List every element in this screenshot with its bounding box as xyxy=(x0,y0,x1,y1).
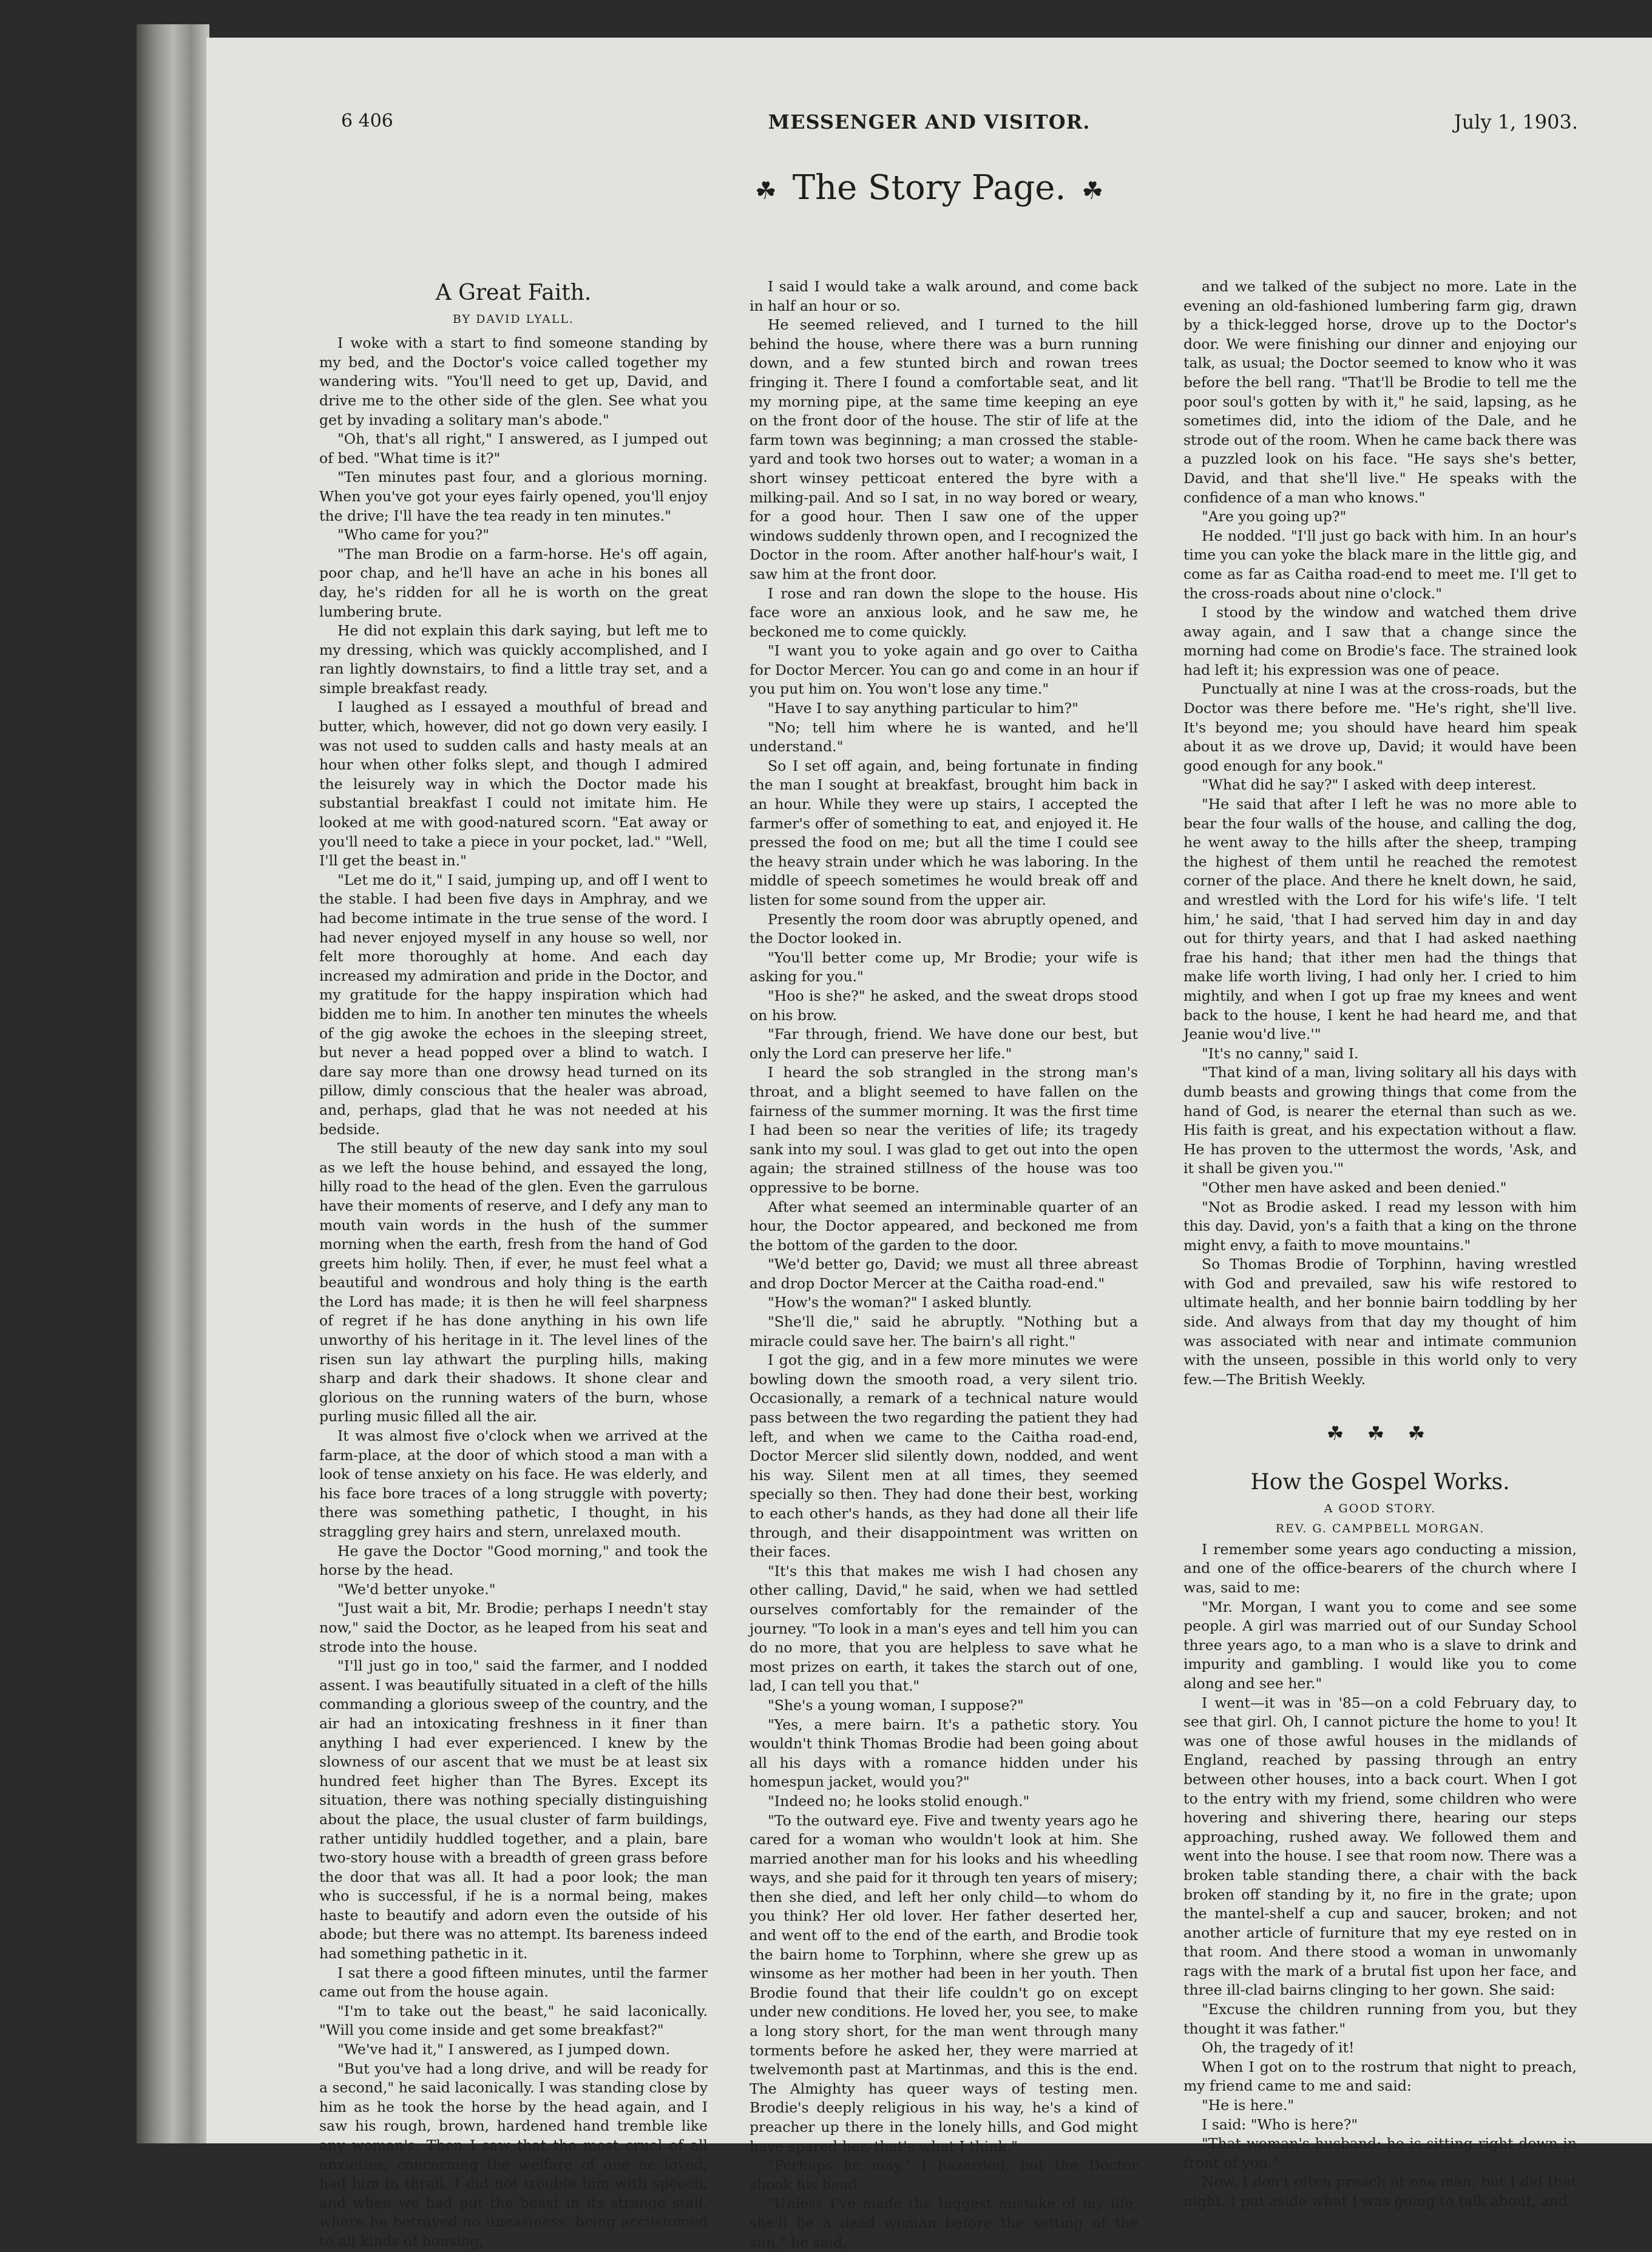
paragraph: "We've had it," I answered, as I jumped down. xyxy=(337,2041,670,2058)
paragraph: "Who came for you?" xyxy=(337,526,490,544)
paragraph: "Ten minutes past four, and a glorious morning. When you've got your eyes fairly opened, you'll enjoy the drive; I'll have the tea ready in ten minutes." xyxy=(319,468,708,524)
page-header xyxy=(206,110,1652,147)
paragraph: "To the outward eye. Five and twenty years ago he cared for a woman who wouldn't look at him. She married another man for his looks and his wheedling ways, and she paid for it through ten years of misery; then she died, and left her only child—to whom do you think? Her old lover. Her father deserted her, and went off to the end of the earth, and Brodie took the bairn home to Torphinn, where she grew up as winsome as her mother had been in her youth. Then Brodie found that their life couldn't go on except under new conditions. He loved her, you see, to make a long story short, for the man went through many torments before he asked her, they were married at twelvemonth past at Martinmas, and this is the end. The Almighty has queer ways of testing men. Brodie's deeply religious in his way, he's a kind of preacher up there in the lonely hills, and God might have spared her, that's what I think." xyxy=(750,1811,1138,2155)
article-byline-2: REV. G. CAMPBELL MORGAN. xyxy=(1275,1522,1485,1536)
paragraph: "Indeed no; he looks stolid enough." xyxy=(768,1792,1030,1810)
section-title: The Story Page. xyxy=(792,168,1066,208)
paper-name: MESSENGER AND VISITOR. xyxy=(768,110,1091,134)
paragraph: "Perhaps he may," I hazarded, but the Doctor shook his head. xyxy=(750,2157,1138,2193)
paragraph: "Just wait a bit, Mr. Brodie; perhaps I needn't stay now," said the Doctor, as he leaped from his seat and strode into the house. xyxy=(319,1600,708,1655)
paragraph: He seemed relieved, and I turned to the hill behind the house, where there was a burn running down, and a few stunted birch and rowan trees fringing it. There I found a comfortable seat, and lit my morning pipe, at the same time keeping an eye on the front door of the house. The stir of life at the farm town was beginning; a man crossed the stable-yard and took two horses out to water; a woman in a short winsey petticoat entered the byre with a milking-pail. And so I sat, in no way bored or weary, for a good hour. Then I saw one of the upper windows suddenly thrown open, and I recognized the Doctor in the room. After another half-hour's wait, I saw him at the front door. xyxy=(750,316,1138,583)
paragraph: "Unless I've made the biggest mistake of my life, she'll be a dead woman before the setting of the sun," he said, xyxy=(750,2195,1138,2251)
column-2 xyxy=(750,277,1138,2252)
paragraph: I went—it was in '85—on a cold February day, to see that girl. Oh, I cannot picture the home to you! It was one of those awful houses in the midlands of England, reached by passing through an entry between other houses, into a back court. When I got to the entry with my friend, some children who were hovering and shivering there, hearing our steps approaching, rushed away. We followed them and went into the house. I see that room now. There was a broken table standing there, a chair with the back broken off standing by it, no fire in the grate; upon the mantel-shelf a cup and saucer, broken; and not another article of furniture that my eye rested on in that room. And there stood a woman in unwomanly rags with the mark of a brutal fist upon her face, and three ill-clad bairns clinging to her gown. She said: xyxy=(1183,1694,1577,1999)
paragraph: "Excuse the children running from you, but they thought it was father." xyxy=(1183,2001,1577,2037)
article-body xyxy=(319,334,708,2251)
paragraph: "Other men have asked and been denied." xyxy=(1202,1178,1507,1196)
paragraph: He nodded. "I'll just go back with him. In an hour's time you can yoke the black mare in the little gig, and come as far as Caitha road-end to meet me. I'll get to the cross-roads about nine o'clock." xyxy=(1183,527,1577,602)
paragraph: "The man Brodie on a farm-horse. He's off again, poor chap, and he'll have an ache in his bones all day, he's ridden for all he is worth on the great lumbering brute. xyxy=(319,545,708,620)
paragraph: "Far through, friend. We have done our best, but only the Lord can preserve her life." xyxy=(750,1026,1138,1062)
article-body-continued xyxy=(750,277,1138,2252)
paragraph: and we talked of the subject no more. Late in the evening an old-fashioned lumbering farm gig, drawn by a thick-legged horse, drove up to the Doctor's door. We were finishing our dinner and enjoying our talk, as usual; the Doctor seemed to know who it was before the bell rang. "That'll be Brodie to tell me the poor soul's gotten by with it," he said, lapsing, as he sometimes did, into the idiom of the Dale, and he strode out of the room. When he came back there was a puzzled look on his face. "He says she's better, David, and that she'll live." He speaks with the confidence of a man who knows." xyxy=(1183,278,1577,506)
paragraph: I laughed as I essayed a mouthful of bread and butter, which, however, did not go down very easily. I was not used to sudden calls and hasty meals at an hour when other folks slept, and though I admired the leisurely way in which the Doctor made his substantial breakfast I could not imitate him. He looked at me with good-natured scorn. "Eat away or you'll need to take a piece in your pocket, lad." "Well, I'll get the beast in." xyxy=(319,698,708,870)
paragraph: He gave the Doctor "Good morning," and took the horse by the head. xyxy=(319,1542,708,1579)
paragraph: It was almost five o'clock when we arrived at the farm-place, at the door of which stood a man with a look of tense anxiety on his face. He was elderly, and his face bore traces of a long struggle with poverty; there was something pathetic, I thought, in his straggling grey hairs and stern, unrelaxed mouth. xyxy=(319,1427,708,1540)
paragraph: "Not as Brodie asked. I read my lesson with him this day. David, yon's a faith that a king on the throne might envy, a faith to move mountains." xyxy=(1183,1198,1577,1254)
paragraph: "She'll die," said he abruptly. "Nothing but a miracle could save her. The bairn's all right." xyxy=(750,1313,1138,1350)
paragraph: "We'd better go, David; we must all three abreast and drop Doctor Mercer at the Caitha road-end." xyxy=(750,1256,1138,1292)
article-title-2: How the Gospel Works. xyxy=(1250,1470,1510,1495)
paragraph: "He said that after I left he was no more able to bear the four walls of the house, and calling the dog, he went away to the hills after the sheep, tramping the highest of them until he reached the remotest corner of the place. And there he knelt down, he said, and wrestled with the Lord for his wife's life. 'I telt him,' he said, 'that I had served him day in and day out for thirty years, and that I had asked naething frae his hand; that ither men had the things that make life worth living, I had only her. I cried to him mightily, and when I got up frae my knees and went back to the house, I kent he had heard me, and that Jeanie wou'd live.'" xyxy=(1183,796,1577,1043)
column-1 xyxy=(319,280,708,2251)
issue-date: July 1, 1903. xyxy=(1454,110,1578,134)
article-separator: ☘ ☘ ☘ xyxy=(1326,1422,1434,1446)
paragraph: Oh, the tragedy of it! xyxy=(1202,2039,1355,2057)
page-number: 6 406 xyxy=(341,110,393,132)
paragraph: "No; tell him where he is wanted, and he'll understand." xyxy=(750,719,1138,756)
paragraph: So Thomas Brodie of Torphinn, having wrestled with God and prevailed, saw his wife restored to ultimate health, and her bonnie bairn toddling by her side. And always from that day my thought of him was associated with near and intimate communion with the unseen, possible in this world only to very few.—The British Weekly. xyxy=(1183,1256,1577,1388)
paragraph: "We'd better unyoke." xyxy=(337,1580,496,1598)
paragraph: "How's the woman?" I asked bluntly. xyxy=(768,1294,1032,1311)
newspaper-page xyxy=(206,38,1652,2251)
paragraph: "I want you to yoke again and go over to Caitha for Doctor Mercer. You can go and come in an hour if you put him on. You won't lose any time." xyxy=(750,642,1138,698)
paragraph: I got the gig, and in a few more minutes we were bowling down the smooth road, a very silent trio. Occasionally, a remark of a technical nature would pass between the two regarding the patient they had left, and when we came to the Caitha road-end, Doctor Mercer slid silently down, nodded, and went his way. Silent men at all times, they seemed specially so then. They had done their best, working to each other's hands, as they had done all their life through, and their disappointment was written on their faces. xyxy=(750,1351,1138,1561)
paragraph: "It's no canny," said I. xyxy=(1202,1044,1359,1062)
paragraph: "Oh, that's all right," I answered, as I jumped out of bed. "What time is it?" xyxy=(319,430,708,467)
paragraph: "That kind of a man, living solitary all his days with dumb beasts and growing things that come from the hand of God, is nearer the eternal than such as we. His faith is great, and his expectation without a flaw. He has proven to the uttermost the words, 'Ask, and it shall be given you.'" xyxy=(1183,1064,1577,1177)
paragraph: I said: "Who is here?" xyxy=(1202,2115,1358,2133)
paragraph: I rose and ran down the slope to the house. His face wore an anxious look, and he saw me, he beckoned me to come quickly. xyxy=(750,584,1138,640)
paragraph: I said I would take a walk around, and come back in half an hour or so. xyxy=(750,278,1138,314)
article-byline: BY DAVID LYALL. xyxy=(452,312,575,326)
paragraph: After what seemed an interminable quarter of an hour, the Doctor appeared, and beckoned me from the bottom of the garden to the door. xyxy=(750,1198,1138,1254)
paragraph: "Yes, a mere bairn. It's a pathetic story. You wouldn't think Thomas Brodie had been going about all his days with a romance hidden under his homespun jacket, would you?" xyxy=(750,1716,1138,1791)
paragraph: He did not explain this dark saying, but left me to my dressing, which was quickly accomplished, and I ran lightly downstairs, to find a little tray set, and a simple breakfast ready. xyxy=(319,622,708,697)
left-ornament-icon: ☘ xyxy=(754,177,777,205)
paragraph: Now, I don't often preach at one man, but I did that night. I put aside what I was going to talk about, and xyxy=(1183,2173,1577,2210)
paragraph: "I'm to take out the beast," he said laconically. "Will you come inside and get some breakfast?" xyxy=(319,2002,708,2039)
paragraph: "You'll better come up, Mr Brodie; your wife is asking for you." xyxy=(750,948,1138,986)
paragraph: "Are you going up?" xyxy=(1202,508,1347,526)
paragraph: "What did he say?" I asked with deep interest. xyxy=(1202,776,1537,794)
paragraph: "But you've had a long drive, and will be ready for a second," he said laconically. I was standing close by him as he took the horse by the head again, and I saw his rough, brown, hardened hand tremble like any woman's. Then I saw that the most cruel of all anxieties, concerning the welfare of one he loved, had him in thrall. I did not trouble him with speech, and when we had put the beast in its strange stall, where he betrayed no uneasiness, being accustomed to all kinds of housing, xyxy=(319,2060,708,2250)
paragraph: So I set off again, and, being fortunate in finding the man I sought at breakfast, brought him back in an hour. While they were up stairs, I accepted the farmer's offer of something to eat, and enjoyed it. He pressed the food on me; but all the time I could see the heavy strain under which he was laboring. In the middle of speech sometimes he would break off and listen for some sound from the upper air. xyxy=(750,757,1138,908)
paragraph: "Let me do it," I said, jumping up, and off I went to the stable. I had been five days in Amphray, and we had become intimate in the true sense of the word. I had never enjoyed myself in any house so well, nor felt more thoroughly at home. And each day increased my admiration and pride in the Doctor, and my gratitude for the happy inspiration which had bidden me to him. In another ten minutes the wheels of the gig awoke the echoes in the sleeping street, but never a head popped over a blind to watch. I dare say more than one drowsy head turned on its pillow, dimly conscious that the healer was abroad, and, perhaps, glad that he was not needed at his bedside. xyxy=(319,871,708,1138)
article-title: A Great Faith. xyxy=(435,280,592,305)
paragraph: "Hoo is she?" he asked, and the sweat drops stood on his brow. xyxy=(750,987,1138,1024)
column-3 xyxy=(1183,277,1577,2211)
paragraph: "Mr. Morgan, I want you to come and see some people. A girl was married out of our Sunday School three years ago, to a man who is a slave to drink and impurity and gambling. I would like you to come along and see her." xyxy=(1183,1598,1577,1692)
section-title-row xyxy=(206,168,1652,208)
paragraph: Punctually at nine I was at the cross-roads, but the Doctor was there before me. "He's right, she'll live. It's beyond me; you should have heard him speak about it as we drove up, David; it would have been good enough for any book." xyxy=(1183,680,1577,774)
paragraph: I heard the sob strangled in the strong man's throat, and a blight seemed to have fallen on the fairness of the summer morning. It was the first time I had been so near the verities of life; its tragedy sank into my soul. I was glad to get out into the open again; the strained stillness of the house was too oppressive to be borne. xyxy=(750,1064,1138,1196)
paragraph: I remember some years ago conducting a mission, and one of the office-bearers of the church where I was, said to me: xyxy=(1183,1540,1577,1596)
paragraph: I stood by the window and watched them drive away again, and I saw that a change since the morning had come on Brodie's face. The strained look had left it; his expression was one of peace. xyxy=(1183,604,1577,678)
paragraph: "He is here." xyxy=(1202,2097,1295,2114)
paragraph: When I got on to the rostrum that night to preach, my friend came to me and said: xyxy=(1183,2058,1577,2095)
right-ornament-icon: ☘ xyxy=(1082,177,1104,205)
paragraph: Presently the room door was abruptly opened, and the Doctor looked in. xyxy=(750,910,1138,947)
paragraph: "That woman's husband; he is sitting right down in front of you." xyxy=(1183,2135,1577,2171)
article-body-2 xyxy=(1183,1540,1577,2211)
paragraph: I woke with a start to find someone standing by my bed, and the Doctor's voice called together my wandering wits. "You'll need to get up, David, and drive me to the other side of the glen. See what you get by invading a solitary man's abode." xyxy=(319,334,708,428)
paragraph: "It's this that makes me wish I had chosen any other calling, David," he said, when we had settled ourselves comfortably for the remainder of the journey. "To look in a man's eyes and tell him you can do no more, that you are helpless to save what he most prizes on earth, it takes the starch out of one, lad, I can tell you that." xyxy=(750,1562,1138,1695)
book-page-edges xyxy=(137,24,209,2143)
paragraph: "I'll just go in too," said the farmer, and I nodded assent. I was beautifully situated in a cleft of the hills commanding a glorious sweep of the country, and the air had an intoxicating freshness in it finer than anything I had ever experienced. I knew by the slowness of our ascent that we must be at least six hundred feet higher than The Byres. Except its situation, there was nothing specially distinguishing about the place, the usual cluster of farm buildings, rather untidily huddled together, and a plain, bare two-story house with a breadth of green grass before the door that was all. It had a poor look; the man who is successful, if he is a normal being, makes haste to beautify and adorn even the outside of his abode; but there was no attempt. Its bareness indeed had something pathetic in it. xyxy=(319,1657,708,1963)
paragraph: The still beauty of the new day sank into my soul as we left the house behind, and essayed the long, hilly road to the head of the glen. Even the garrulous have their moments of reserve, and I defy any man to mouth vain words in the hush of the summer morning when the earth, fresh from the hand of God greets him holily. Then, if ever, he must feel what a beautiful and wondrous and holy thing is the earth the Lord has made; it is then he will feel sharpness of regret if he has done anything in his own life unworthy of his heritage in it. The level lines of the risen sun lay athwart the purpling hills, making sharp and dark their shadows. It shone clear and glorious on the running waters of the burn, whose purling music filled all the air. xyxy=(319,1140,708,1425)
article-body-end xyxy=(1183,277,1577,1389)
paragraph: I sat there a good fifteen minutes, until the farmer came out from the house again. xyxy=(319,1964,708,2001)
article-subtitle: A GOOD STORY. xyxy=(1324,1501,1437,1515)
paragraph: "She's a young woman, I suppose?" xyxy=(768,1696,1024,1714)
paragraph: "Have I to say anything particular to him?" xyxy=(768,700,1078,717)
